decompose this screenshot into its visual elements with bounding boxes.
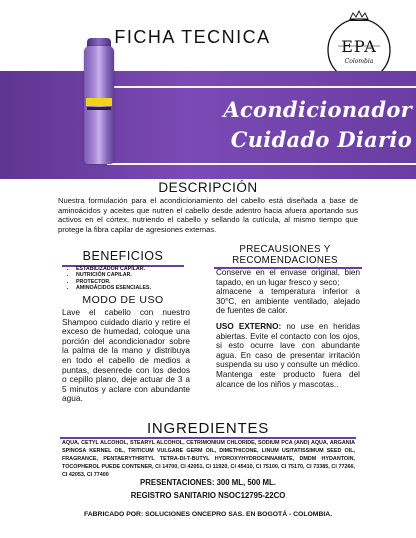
- list-item: • ESTABILIZADOR CAPILAR.: [76, 266, 206, 272]
- precautions-heading: [210, 244, 360, 266]
- banner-bottom-line: [107, 163, 416, 165]
- manufacturer-text: FABRICADO POR: SOLUCIONES ONCEPRO SAS. EN BOGOTÁ - COLOMBIA.: [83, 511, 333, 518]
- list-item: • AMINOÁCIDOS ESENCIALES.: [76, 285, 206, 291]
- precautions-external-use: [216, 322, 360, 389]
- list-item: • NUTRICIÓN CAPILAR.: [76, 272, 206, 278]
- ingredients-text: AQUA, CETYL ALCOHOL, STEARYL ALCOHOL, CETRIMONIUM CHLORIDE, SODIUM PCA (AND) AQUA, ARGANIA SPINOSA KERNEL OIL, TRITICUM VULGARE GERM OIL, DIMETHICONE, LINUM USITATISSIMUM SEED OIL, FRAGRANCE, PENTAERYTHRITYL TETRA-DI-T-BUTYL HYDROXYHYDROCINNAMATE, DMDM HYDANTOIN, TOCOPHEROL PUEDE CONTENER, CI 14700, CI 42051, CI 11920, CI 45410, CI 75100, CI 75170, CI 73385, CI 77266, CI 42053, CI 77400: [62, 440, 355, 478]
- ingredients-heading: INGREDIENTES: [146, 420, 270, 437]
- logo-name: EPA: [341, 37, 377, 56]
- bottle-label-stripe: [87, 107, 111, 110]
- precautions-heading-line2: RECOMENDACIONES: [232, 255, 338, 266]
- benefits-heading: BENEFICIOS: [82, 249, 164, 263]
- banner-top-line: [107, 86, 416, 88]
- usage-text: Lave el cabello con nuestro Shampoo cuidado diario y retire el exceso de humedad, coloque una porción del acondicionador sobre la palma de la mano y distribuya en todo el cabello de medios a puntas, desenrede con los dedos o cepillo plano, deje actuar de 3 a 5 minutos y aclare con abundante agua.: [62, 307, 190, 404]
- usage-heading: MODO DE USO: [82, 294, 164, 306]
- description-text: Nuestra formulación para el acondicionamiento del cabello está diseñada a base de aminoácidos y aceites que nutren el cabello desde adentro hacia afuera aportando sus activos en el córtex, nutriendo el cabello y sellando la cutícula, al mismo tiempo que protege la fibra capilar de agresiones externas.: [58, 196, 358, 235]
- list-item: • PROTECTOR.: [76, 279, 206, 285]
- page-title: FICHA TECNICA: [114, 27, 271, 47]
- description-heading: DESCRIPCIÓN: [158, 180, 258, 195]
- precautions-temperature: almacene a temperatura inferior a 30°C, en ambiente ventilado, alejado de fuentes de calor.: [216, 287, 360, 316]
- external-use-text: no use en heridas abiertas. Evite el contacto con los ojos, si esto ocurre lave con abundante agua. En caso de presentar irritación suspenda su uso y consulte un médico. Mantenga este producto fuera del alcance de los niños y mascotas..: [216, 321, 360, 389]
- precautions-storage: Conserve en el envase original, bien tapado, en un lugar fresco y seco;: [216, 268, 360, 287]
- precautions-text: [216, 268, 360, 395]
- logo-subtitle: Colombia: [344, 58, 374, 65]
- precautions-heading-line1: PRECAUSIONES Y: [239, 244, 331, 255]
- product-name-line2: Cuidado Diario: [230, 127, 412, 152]
- benefits-list: [66, 266, 206, 292]
- sanitary-registration: REGISTRO SANITARIO NSOC12795-22CO: [130, 491, 286, 500]
- presentations-text: PRESENTACIONES: 300 ML, 500 ML.: [140, 478, 276, 487]
- bottle-label: [86, 98, 112, 106]
- product-name-line1: Acondicionador: [223, 97, 412, 122]
- external-use-label: USO EXTERNO:: [216, 321, 282, 331]
